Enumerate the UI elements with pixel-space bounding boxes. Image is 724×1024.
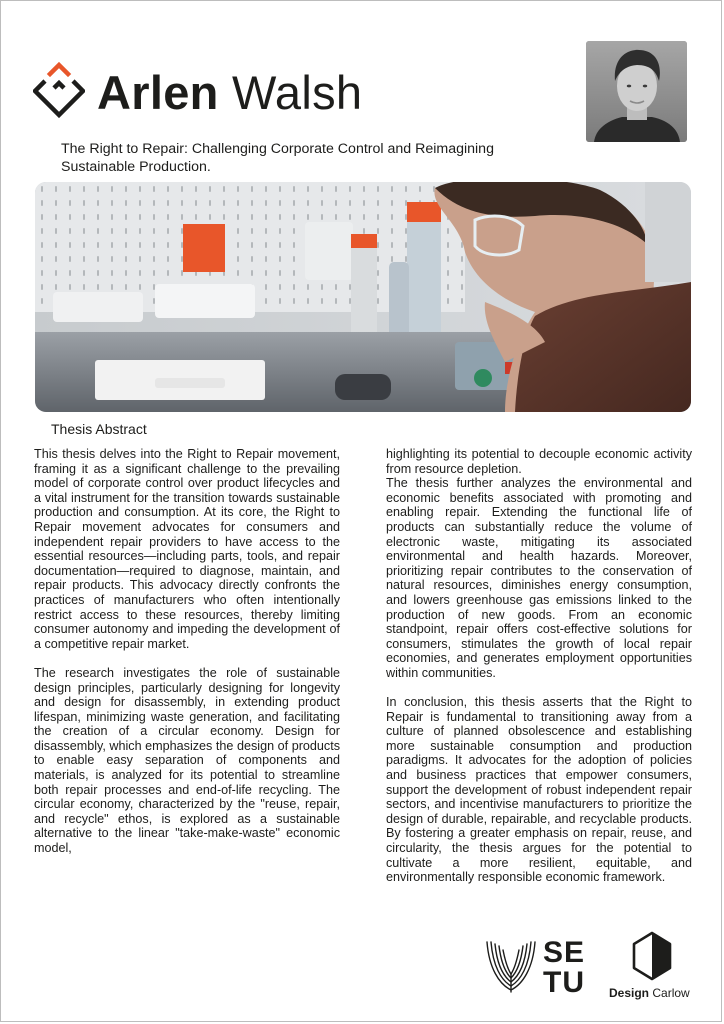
hexagon-cube-icon — [631, 931, 673, 981]
thesis-title: The Right to Repair: Challenging Corporate Control and Reimagining Sustainable Production. — [61, 141, 494, 175]
abstract-paragraph: This thesis delves into the Right to Repair movement, framing it as a significant challenge to the prevailing model of corporate control over product lifecycles and a vital instrument for the transition towards sustainable production and consumption. At its core, the Right to Repair movement advocates for consumers and independent repair providers to have access to the essential resources—including parts, tools, and repair documentation—required to diagnose, maintain, and repair products. This advocacy directly confronts the practices of manufacturers who often intentionally restrict access to these resources, thereby limiting consumer autonomy and impeding the development of a competitive repair market. — [34, 447, 340, 651]
setu-logo — [485, 934, 589, 994]
design-carlow-bold: Design — [609, 986, 650, 1000]
diamond-logo-icon — [33, 61, 85, 123]
abstract-left-column — [34, 447, 340, 856]
abstract-paragraph: The research investigates the role of sustainable design principles, particularly designing for longevity and design for disassembly, in extending product lifespan, minimizing waste generation, and facilitating the creation of a circular economy. Design for disassembly, which emphasizes the design of products to enable easy separation of components and materials, is analyzed for its potential to streamline both repair processes and end-of-life recycling. The circular economy, characterized by the "reuse, repair, and recycle" ethos, is explored as a sustainable alternative to the linear "take-make-waste" economic model, — [34, 665, 340, 856]
setu-wordmark-top: SE — [543, 936, 586, 969]
abstract-paragraph: In conclusion, this thesis asserts that the Right to Repair is fundamental to transitioning away from a culture of planned obsolescence and establishing more sustainable consumption and production paradigms. It advocates for the adoption of policies and business practices that empower consumers, support the development of robust independent repair sectors, and incentivise manufacturers to prioritize the design of durable, repairable, and recyclable products. By fostering a greater emphasis on repair, reuse, and circularity, the thesis argues for the potential to cultivate a more resilient, equitable, and environmentally responsible economic framework. — [386, 695, 692, 885]
abstract-heading: Thesis Abstract — [51, 421, 147, 437]
setu-emblem-icon — [487, 942, 535, 992]
portrait-illustration — [586, 41, 687, 142]
author-portrait — [586, 41, 687, 142]
setu-wordmark-bottom: TU — [543, 966, 585, 994]
abstract-right-column — [386, 447, 692, 885]
repair-workshop-illustration — [35, 182, 691, 412]
author-first-name: Arlen — [97, 66, 219, 119]
abstract-paragraph: The thesis further analyzes the environmental and economic benefits associated with promoting and enabling repair. Extending the functional life of products can substantially reduce the volume of electronic waste, mitigating its associated environmental and health hazards. Moreover, prioritizing repair contributes to the conservation of natural resources, diminishes energy consumption, and lowers greenhouse gas emissions linked to the production of new goods. From an economic standpoint, repair offers cost-effective solutions for consumers, stimulates the growth of local repair economies, and generates employment opportunities within communities. — [386, 476, 692, 680]
author-last-name: Walsh — [232, 66, 363, 119]
abstract-paragraph: highlighting its potential to decouple economic activity from resource depletion. — [386, 447, 692, 476]
design-carlow-logo — [607, 931, 697, 1003]
author-name — [97, 63, 362, 123]
hero-image — [35, 182, 691, 412]
design-carlow-wordmark — [609, 986, 690, 1000]
design-carlow-light: Carlow — [652, 986, 690, 1000]
